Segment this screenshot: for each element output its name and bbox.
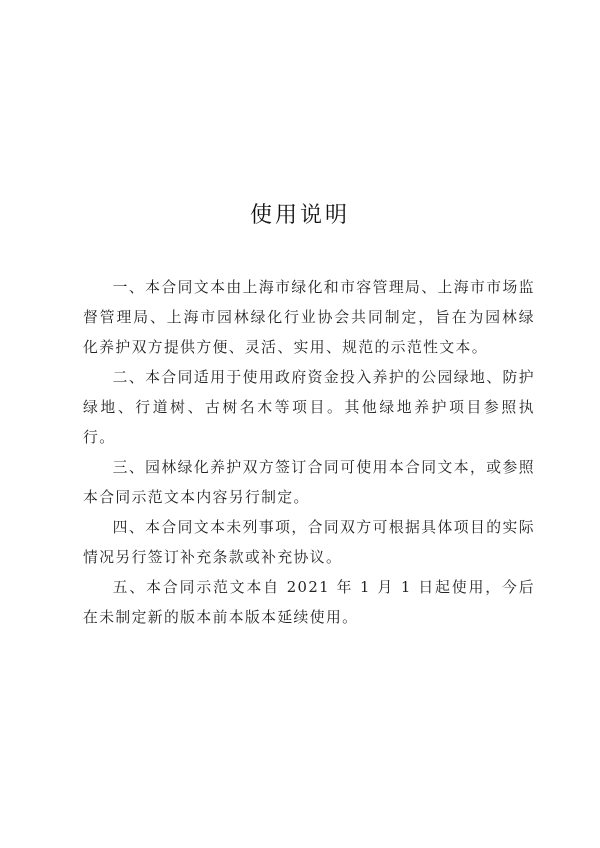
instruction-paragraph-5: 五、本合同示范文本自 2021 年 1 月 1 日起使用，今后在未制定新的版本前本版本延续使用。 (83, 579, 535, 626)
instructions-body (83, 273, 535, 633)
instruction-paragraph-3: 三、园林绿化养护双方签订合同可使用本合同文本，或参照本合同示范文本内容另行制定。 (83, 459, 535, 506)
instruction-paragraph-1: 一、本合同文本由上海市绿化和市容管理局、上海市市场监督管理局、上海市园林绿化行业协会共同制定，旨在为园林绿化养护双方提供方便、灵活、实用、规范的示范性文本。 (83, 279, 535, 356)
instruction-paragraph-4: 四、本合同文本未列事项，合同双方可根据具体项目的实际情况另行签订补充条款或补充协议。 (83, 519, 535, 566)
page-title: 使用说明 (249, 203, 350, 228)
instruction-paragraph-2: 二、本合同适用于使用政府资金投入养护的公园绿地、防护绿地、行道树、古树名木等项目。其他绿地养护项目参照执行。 (83, 369, 535, 446)
